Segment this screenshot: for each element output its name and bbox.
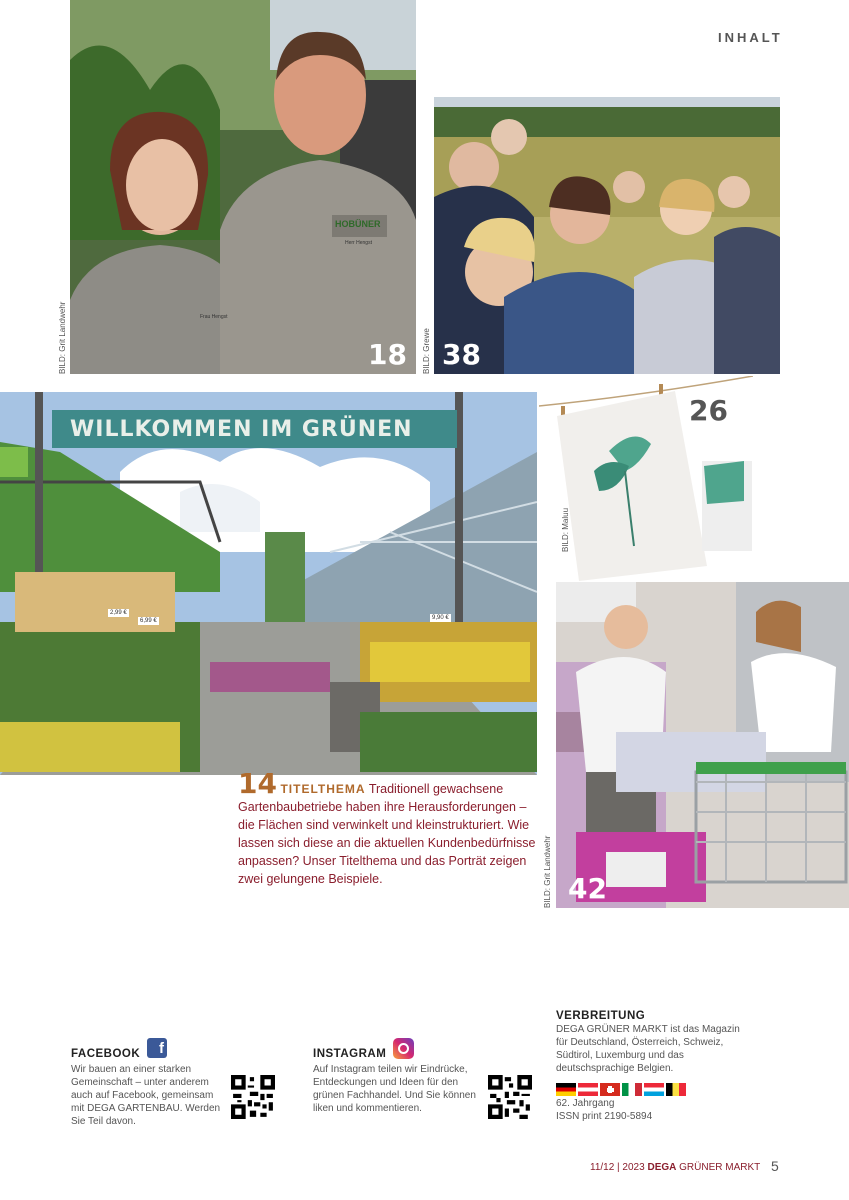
titelthema-page-number: 14 bbox=[238, 767, 277, 800]
shirt-name-left: Frau Hengst bbox=[200, 314, 228, 320]
facebook-qr-code[interactable] bbox=[231, 1075, 275, 1119]
facebook-section bbox=[71, 1038, 221, 1128]
magazine-brand-rest: GRÜNER MARKT bbox=[679, 1162, 761, 1173]
issue-date: 11/12 | 2023 bbox=[590, 1162, 645, 1173]
italy-flag bbox=[622, 1083, 642, 1096]
photo-owners bbox=[70, 0, 416, 374]
titelthema-text: Traditionell gewachsene Gartenbaubetriebe haben ihre Herausforderungen – die Flächen sind verwinkelt und kleinstrukturiert. Wie lassen sich diese an die aktuellen Kundenbedürfnisse anpassen? Unser Titelthema und das Porträt zeigen zwei gelungene Beispiele. bbox=[238, 782, 536, 886]
instagram-icon[interactable] bbox=[393, 1038, 414, 1059]
verbreitung-heading: VERBREITUNG bbox=[556, 1010, 646, 1022]
price-tag-1: 2,99 € bbox=[110, 610, 127, 616]
photo-credit-38: BILD: Grewe bbox=[422, 328, 431, 374]
shirt-name-right: Herr Hengst bbox=[345, 240, 372, 246]
photo-group bbox=[434, 97, 780, 374]
photo-garden-center bbox=[0, 392, 537, 775]
photo-shop-scene bbox=[556, 582, 849, 908]
page-number: 5 bbox=[771, 1158, 779, 1174]
photo-credit-42: BILD: Grit Landwehr bbox=[543, 835, 552, 908]
facebook-text: Wir bauen an einer starken Gemeinschaft – unter anderem auch auf Facebook, gemeinsam mit DEGA GARTENBAU. Werden Sie Teil davon. bbox=[71, 1064, 221, 1127]
shirt-logo-text: HOBÜNER bbox=[335, 219, 381, 229]
belgium-flag bbox=[666, 1083, 686, 1096]
price-tag-3: 9,90 € bbox=[432, 615, 449, 621]
photo-credit-26: BILD: Maluu bbox=[561, 507, 570, 552]
page-ref-42[interactable]: 42 bbox=[568, 872, 607, 905]
austria-flag bbox=[578, 1083, 598, 1096]
instagram-text: Auf Instagram teilen wir Eindrücke, Entdeckungen und Ideen für den grünen Fachhandel. Und Sie können liken und kommentieren. bbox=[313, 1064, 476, 1114]
facebook-icon[interactable]: f bbox=[147, 1038, 167, 1058]
issn: ISSN print 2190-5894 bbox=[556, 1111, 653, 1122]
verbreitung-text: DEGA GRÜNER MARKT ist das Magazin für Deutschland, Österreich, Schweiz, Südtirol, Luxemburg und das deutschsprachige Belgien. bbox=[556, 1024, 740, 1074]
verbreitung-section bbox=[556, 1010, 741, 1123]
price-tag-2: 6,99 € bbox=[140, 618, 157, 624]
instagram-qr-code[interactable] bbox=[488, 1075, 532, 1119]
section-label: INHALT bbox=[718, 30, 783, 45]
instagram-section bbox=[313, 1038, 483, 1115]
country-flags bbox=[556, 1081, 741, 1095]
luxembourg-flag bbox=[644, 1083, 664, 1096]
issue-footer bbox=[590, 1162, 760, 1173]
page-ref-38[interactable]: 38 bbox=[442, 338, 481, 371]
photo-credit-18: BILD: Grit Landwehr bbox=[58, 301, 67, 374]
photo-tea-towel bbox=[539, 376, 753, 582]
germany-flag bbox=[556, 1083, 576, 1096]
switzerland-flag bbox=[600, 1083, 620, 1096]
jahrgang: 62. Jahrgang bbox=[556, 1098, 615, 1109]
titelthema-teaser[interactable] bbox=[238, 767, 538, 888]
titelthema-kicker: TITELTHEMA bbox=[280, 782, 366, 796]
page-ref-18[interactable]: 18 bbox=[368, 338, 407, 371]
facebook-heading: FACEBOOK bbox=[71, 1048, 141, 1060]
magazine-brand: DEGA bbox=[647, 1162, 677, 1173]
page-ref-26[interactable]: 26 bbox=[689, 394, 728, 427]
welcome-banner-text: WILLKOMMEN IM GRÜNEN bbox=[70, 417, 413, 442]
instagram-heading: INSTAGRAM bbox=[313, 1048, 387, 1060]
